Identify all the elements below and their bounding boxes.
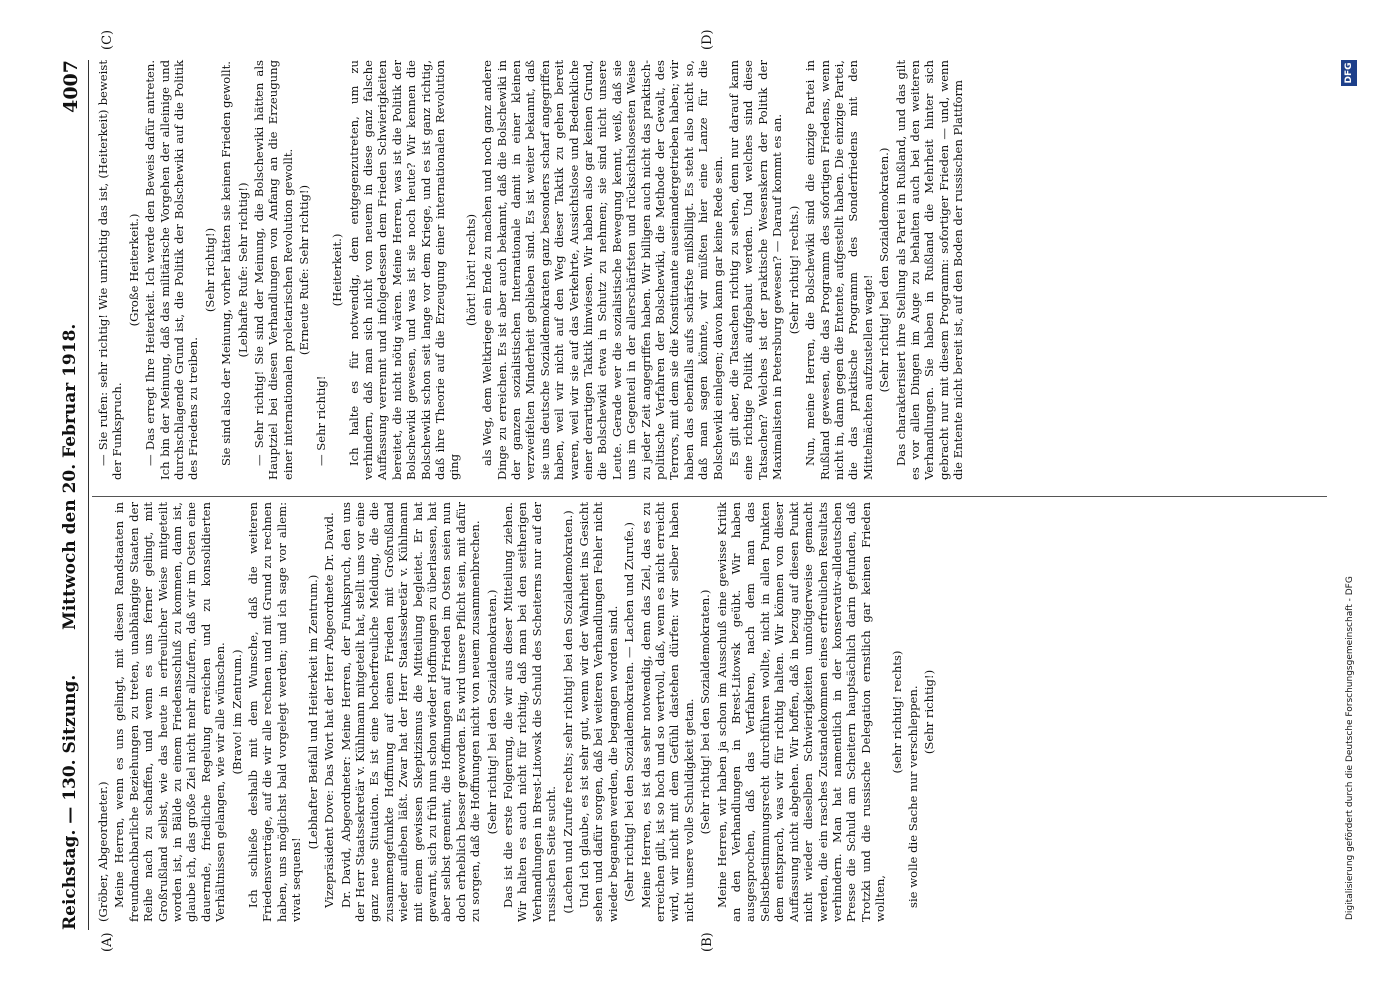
interjection: (Sehr richtig! bei den Sozialdemokraten. — Lachen und Zurufe.) [622, 522, 637, 902]
speech-paragraph: Meine Herren, wir haben ja schon im Ausschuß eine gewisse Kritik an den Verhandlungen in Brest-Litowsk geübt. Wir haben ausgesprochen, daß das Verfahren, nach dem man das Selbstbestimmungsrecht durchführen wollte, nicht in allen Punkten dem entsprach, was wir für richtig halten. Wir können von dieser Auffassung nicht abgehen. Wir hoffen, daß in bezug auf diesen Punkt nicht wieder dieselben Schwierigkeiten unnötigerweise gemacht werden, die ein rasches Zustandekommen eines erfreulichen Resultats verhindern. Man hat namentlich in der konservativ-alldeutschen Presse die Schuld am Scheitern hauptsächlich darin gefunden, daß Trotzki und die russische Delegation ernstlich gar keinen Frieden wollten, [714, 502, 888, 922]
footer-text: Digitalisierung gefördert durch die Deutsche Forschungsgemeinschaft - DFG [1345, 576, 1355, 920]
interjection: (Lebhafte Rufe: Sehr richtig!) [235, 182, 250, 358]
margin-marker-c: (C) [100, 29, 115, 50]
interjection: (hört! hört! rechts) [463, 214, 478, 327]
digitization-footer [1345, 60, 1363, 920]
margin-marker-b: (B) [700, 932, 715, 952]
speech-paragraph: Ich schließe deshalb mit dem Wunsche, daß die weiteren Friedensverträge, auf die wir alle rechnen und mit Grund zu rechnen haben, uns möglichst bald vorgelegt werden; und ich sage vor allem: vivat sequens! [246, 502, 304, 922]
right-column [96, 60, 968, 480]
speech-paragraph: — Sehr richtig! [313, 375, 328, 466]
header-session: Reichstag. — 130. Sitzung. [60, 674, 80, 930]
speech-paragraph: sie wolle die Sache nur verschleppen. [905, 685, 920, 908]
dfg-logo: DFG [1341, 60, 1357, 86]
interjection: (sehr richtig! rechts) [889, 650, 904, 774]
speech-paragraph: Es gilt aber, die Tatsachen richtig zu sehen, denn nur darauf kann eine richtige Politik aufgebaut werden. Und welches sind diese Tatsachen? Welches ist der praktische Wesenskern der Politik der Maximalisten in Petersburg gewesen? — Darauf kommt es an. [727, 60, 785, 480]
speaker-label: (Gröber, Abgeordneter.) [96, 781, 110, 922]
interjection: (Sehr richtig! bei den Sozialdemokraten.) [484, 589, 499, 835]
left-column [96, 502, 939, 922]
interjection: (Lebhafter Beifall und Heiterkeit im Zentrum.) [305, 574, 320, 850]
page-number: 4007 [60, 60, 82, 113]
speech-paragraph: Meine Herren, wenn es uns gelingt, mit diesen Randstaaten in freundnachbarliche Beziehungen zu treten, unabhängige Staaten der Reihe nach zu schaffen, und wenn es uns ferner gelingt, mit Großrußland selbst, wie das heute in erfreulicher Weise mitgeteilt worden ist, in Bälde zu einem Friedensschluß zu kommen, dann ist, glaube ich, das große Ziel nicht mehr allzufern, daß wir im Osten eine dauernde, friedliche Regelung erreichen und zu konsolidierten Verhältnissen gelangen, wie wir alle wünschen. [112, 502, 228, 922]
interjection: (Bravo! im Zentrum.) [229, 649, 244, 775]
speech-paragraph: Ich halte es für notwendig, dem entgegenzutreten, um zu verhindern, daß man sich nicht von neuem in diese ganz falsche Auffassung verrennt und infolgedessen dem Frieden Schwierigkeiten bereitet, die nicht nötig wären. Meine Herren, was ist die Politik der Bolschewiki gewesen, und was ist sie noch heute? Wir kennen die Bolschewiki schon seit lange vor dem Kriege, und es ist ganz richtig, daß ihre Theorie auf die Erzeugung einer internationalen Revolution ging [346, 60, 462, 480]
margin-marker-d: (D) [700, 29, 715, 50]
interjection: (Sehr richtig!) [202, 227, 217, 313]
speech-paragraph: — Sie rufen: sehr richtig! Wie unrichtig das ist, (Heiterkeit) beweist der Funkspruch. [96, 60, 125, 480]
interjection: (Sehr richtig! bei den Sozialdemokraten.) [698, 589, 713, 835]
speech-paragraph: Das charakterisiert ihre Stellung als Partei in Rußland, und das gilt es vor allen Dingen im Auge zu behalten auch bei den weiteren Verhandlungen. Sie haben in Rußland die Mehrheit hinter sich gebracht nur mit diesem Programm: sofortiger Frieden — und, wenn die Entente nicht bereit ist, auf den Boden der russischen Plattform [893, 60, 966, 480]
speech-paragraph: Sie sind also der Meinung, vorher hätten sie keinen Frieden gewollt. [219, 61, 234, 466]
column-divider [92, 496, 1327, 497]
speech-paragraph: Nun, meine Herren, die Bolschewiki sind die einzige Partei in Rußland gewesen, die das Programm des sofortigen Friedens, wenn nicht in, dann gegen die Entente, aufgestellt haben. Die einzige Partei, die das praktische Programm des Sonderfriedens mit den Mittelmächten aufzustellen wagte! [803, 60, 875, 480]
speech-paragraph: — Sehr richtig! Sie sind der Meinung, die Bolschewiki hätten als Hauptziel bei diesen Verhandlungen von Anfang an die Erzeugung einer internationalen proletarischen Revolution gewollt. [252, 60, 295, 480]
speech-paragraph: als Weg, dem Weltkriege ein Ende zu machen und noch ganz andere Dinge zu erreichen. Es ist aber auch bekannt, daß die Bolschewiki in der ganzen sozialistischen Internationale damit in einer kleinen verzweifelten Minderheit geblieben sind. Es ist weiter bekannt, daß sie uns deutsche Sozialdemokraten ganz besonders scharf angegriffen haben, weil wir nicht auf den Weg dieser Taktik zu gehen bereit waren, weil wir sie auf das Verkehrte, Aussichtslose und Bedenkliche einer derartigen Taktik hinwiesen. Wir haben also gar keinen Grund, die Bolschewiki etwa in Schutz zu nehmen; sie sind nicht unsere Leute. Gerade wer die sozialistische Bewegung kennt, weiß, daß sie uns im Gegenteil in der allerschärfsten und rücksichtslosesten Weise zu jeder Zeit angegriffen haben. Wir billigen auch nicht das praktisch-politische Verfahren der Bolschewiki, die Methode der Gewalt, des Terrors, mit dem sie die Konstituante auseinandergetrieben haben; wir haben das ebenfalls aufs schärfste mißbilligt. Es steht also nicht so, daß man sagen könnte, wir müßten hier eine Lanze für die Bolschewiki einlegen; davon kann gar keine Rede sein. [480, 60, 725, 480]
interjection: (Sehr richtig! rechts.) [786, 205, 801, 335]
margin-marker-a: (A) [100, 932, 115, 952]
speech-paragraph: — Das erregt Ihre Heiterkeit. Ich werde den Beweis dafür antreten. Ich bin der Meinung, daß das militärische Vorgehen der alleinige und durchschlagende Grund ist, die Politik der Bolschewiki auf die Politik des Friedens zu treiben. [143, 60, 201, 480]
speech-paragraph: Das ist die erste Folgerung, die wir aus dieser Mitteilung ziehen. Wir halten es auch nicht für richtig, daß man bei den seitherigen Verhandlungen in Brest-Litowsk die Schuld des Scheiterns nur auf der russischen Seite sucht. [500, 502, 559, 922]
interjection: (Große Heiterkeit.) [126, 213, 141, 327]
speech-paragraph: Dr. David, Abgeordneter: Meine Herren, der Funkspruch, den uns der Herr Staatssekretär v. Kühlmann mitgeteilt hat, stellt uns vor eine ganz neue Situation. Es ist eine hocherfreuliche Meldung, die die zusammengefunkte Hoffnung auf einen Frieden mit Großrußland wieder aufleben läßt. Zwar hat der Herr Staatssekretär v. Kühlmann mit einem gewissen Skeptizismus die Mitteilung begleitet. Er hat gewarnt, sich zu früh nun schon wieder Hoffnungen zu überlassen, hat aber selbst gemeint, die Hoffnungen auf Frieden im Osten seien nun doch erheblich besser geworden. Es wird unsere Pflicht sein, mit dafür zu sorgen, daß die Hoffnungen nicht von neuem zusammenbrechen. [338, 502, 483, 922]
interjection: (Erneute Rufe: Sehr richtig!) [297, 184, 312, 356]
interjection: (Sehr richtig!) [922, 669, 937, 755]
header-date: Mittwoch den 20. Februar 1918. [60, 323, 80, 630]
page-header [60, 60, 86, 930]
speech-paragraph: Meine Herren, es ist das sehr notwendig, denn das Ziel, das es zu erreichen gilt, ist so hoch und so wertvoll, daß, wenn es nicht erreicht wird, wir nicht mit dem Gefühl dastehen dürfen: wir selber haben nicht unsere volle Schuldigkeit getan. [638, 502, 696, 922]
interjection: (Heiterkeit.) [330, 233, 345, 307]
interjection: (Lachen und Zurufe rechts; sehr richtig! bei den Sozialdemokraten.) [560, 510, 575, 914]
interjection: (Sehr richtig! bei den Sozialdemokraten.) [877, 147, 892, 393]
speech-paragraph: Und ich glaube, es ist sehr gut, wenn wir der Wahrheit ins Gesicht sehen und dafür sorgen, daß bei weiteren Verhandlungen Fehler nicht wieder begangen werden, die begangen worden sind. [577, 502, 620, 922]
header-rule [88, 60, 89, 930]
speech-paragraph: Vizepräsident Dove: Das Wort hat der Herr Abgeordnete Dr. David. [322, 512, 337, 908]
